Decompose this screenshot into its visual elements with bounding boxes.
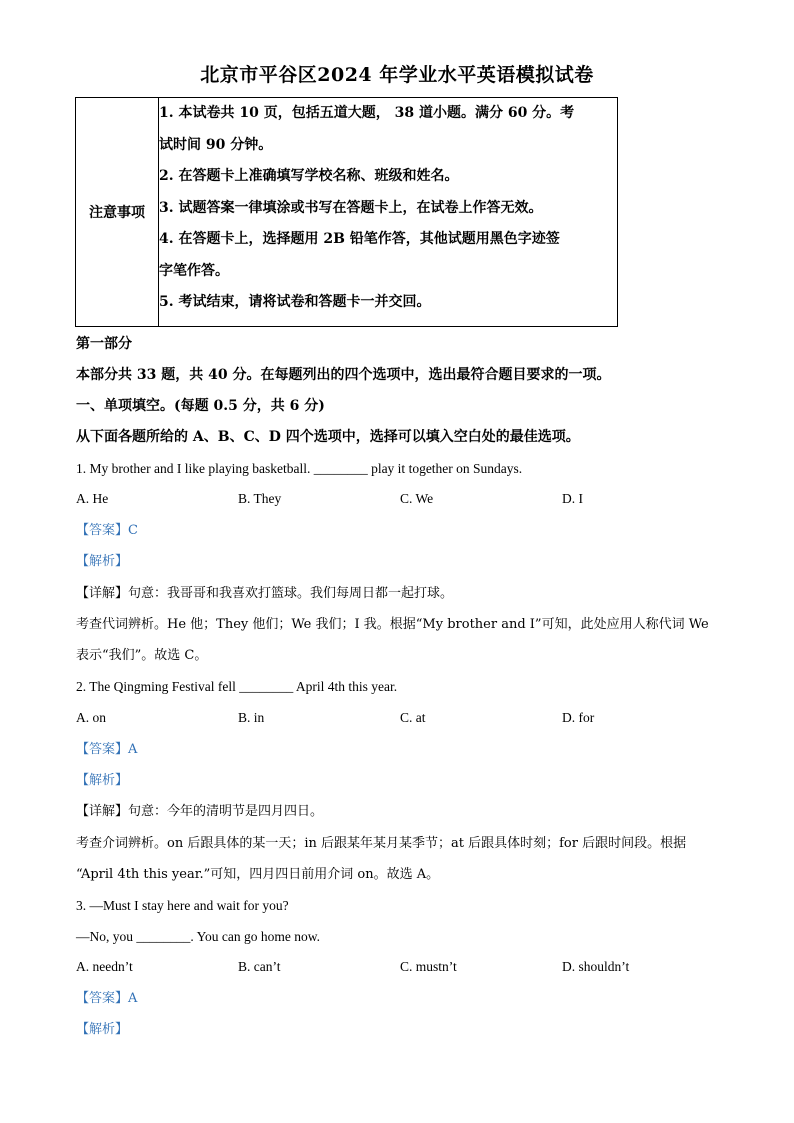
- section-title: 一、单项填空。(每题 0.5 分，共 6 分): [76, 398, 325, 414]
- detail-line: 表示“我们”。故选 C。: [76, 648, 208, 663]
- question-stem: 1. My brother and I like playing basketball. ________ play it together on Sundays.: [76, 461, 523, 476]
- analysis-label: 【解析】: [76, 554, 129, 569]
- notice-line: 4. 在答题卡上，选择题用 2B 铅笔作答，其他试题用黑色字迹签: [159, 231, 560, 247]
- option-a: A. on: [76, 710, 106, 725]
- option-c: C. at: [400, 710, 426, 725]
- notice-line: 2. 在答题卡上准确填写学校名称、班级和姓名。: [159, 168, 459, 184]
- option-a: A. needn’t: [76, 959, 133, 974]
- section-instruction: 从下面各题所给的 A、B、C、D 四个选项中，选择可以填入空白处的最佳选项。: [76, 429, 580, 445]
- detail-line: “April 4th this year.”可知，四月四日前用介词 on。故选 A。: [76, 867, 440, 882]
- notice-body: [159, 98, 618, 327]
- answer-line: 【答案】A: [76, 742, 138, 757]
- part-intro: 本部分共 33 题，共 40 分。在每题列出的四个选项中，选出最符合题目要求的一项。: [76, 367, 611, 383]
- detail-line: 考查介词辨析。on 后跟具体的某一天；in 后跟某年某月某季节；at 后跟具体时刻；for 后跟时间段。根据: [76, 836, 687, 851]
- answer-line: 【答案】C: [76, 523, 138, 538]
- option-d: D. I: [562, 491, 583, 506]
- analysis-label: 【解析】: [76, 1022, 129, 1037]
- option-b: B. They: [238, 491, 282, 506]
- notice-line: 字笔作答。: [159, 262, 229, 279]
- option-c: C. We: [400, 491, 434, 506]
- notice-table: [75, 97, 618, 327]
- part-heading: 第一部分: [76, 336, 132, 352]
- question-stem: 3. —Must I stay here and wait for you?: [76, 898, 289, 913]
- analysis-label: 【解析】: [76, 773, 129, 788]
- detail-line: 【详解】句意：我哥哥和我喜欢打篮球。我们每周日都一起打球。: [76, 586, 454, 601]
- option-d: D. shouldn’t: [562, 959, 630, 974]
- question-stem: —No, you ________. You can go home now.: [76, 929, 320, 944]
- option-c: C. mustn’t: [400, 959, 457, 974]
- notice-line: 5. 考试结束，请将试卷和答题卡一并交回。: [159, 294, 431, 310]
- notice-label: 注意事项: [76, 98, 159, 327]
- option-b: B. in: [238, 710, 265, 725]
- question-stem: 2. The Qingming Festival fell ________ April 4th this year.: [76, 679, 398, 694]
- option-a: A. He: [76, 491, 109, 506]
- detail-line: 考查代词辨析。He 他；They 他们；We 我们；I 我。根据“My brother and I”可知，此处应用人称代词 We: [76, 617, 709, 632]
- notice-line: 3. 试题答案一律填涂或书写在答题卡上，在试卷上作答无效。: [159, 199, 543, 216]
- answer-line: 【答案】A: [76, 991, 138, 1006]
- detail-line: 【详解】句意：今年的清明节是四月四日。: [76, 804, 324, 819]
- notice-line: 1. 本试卷共 10 页，包括五道大题， 38 道小题。满分 60 分。考: [159, 105, 575, 121]
- page-title: 北京市平谷区2024 年学业水平英语模拟试卷: [200, 64, 594, 86]
- option-d: D. for: [562, 710, 595, 725]
- notice-line: 试时间 90 分钟。: [159, 136, 273, 153]
- option-b: B. can’t: [238, 959, 281, 974]
